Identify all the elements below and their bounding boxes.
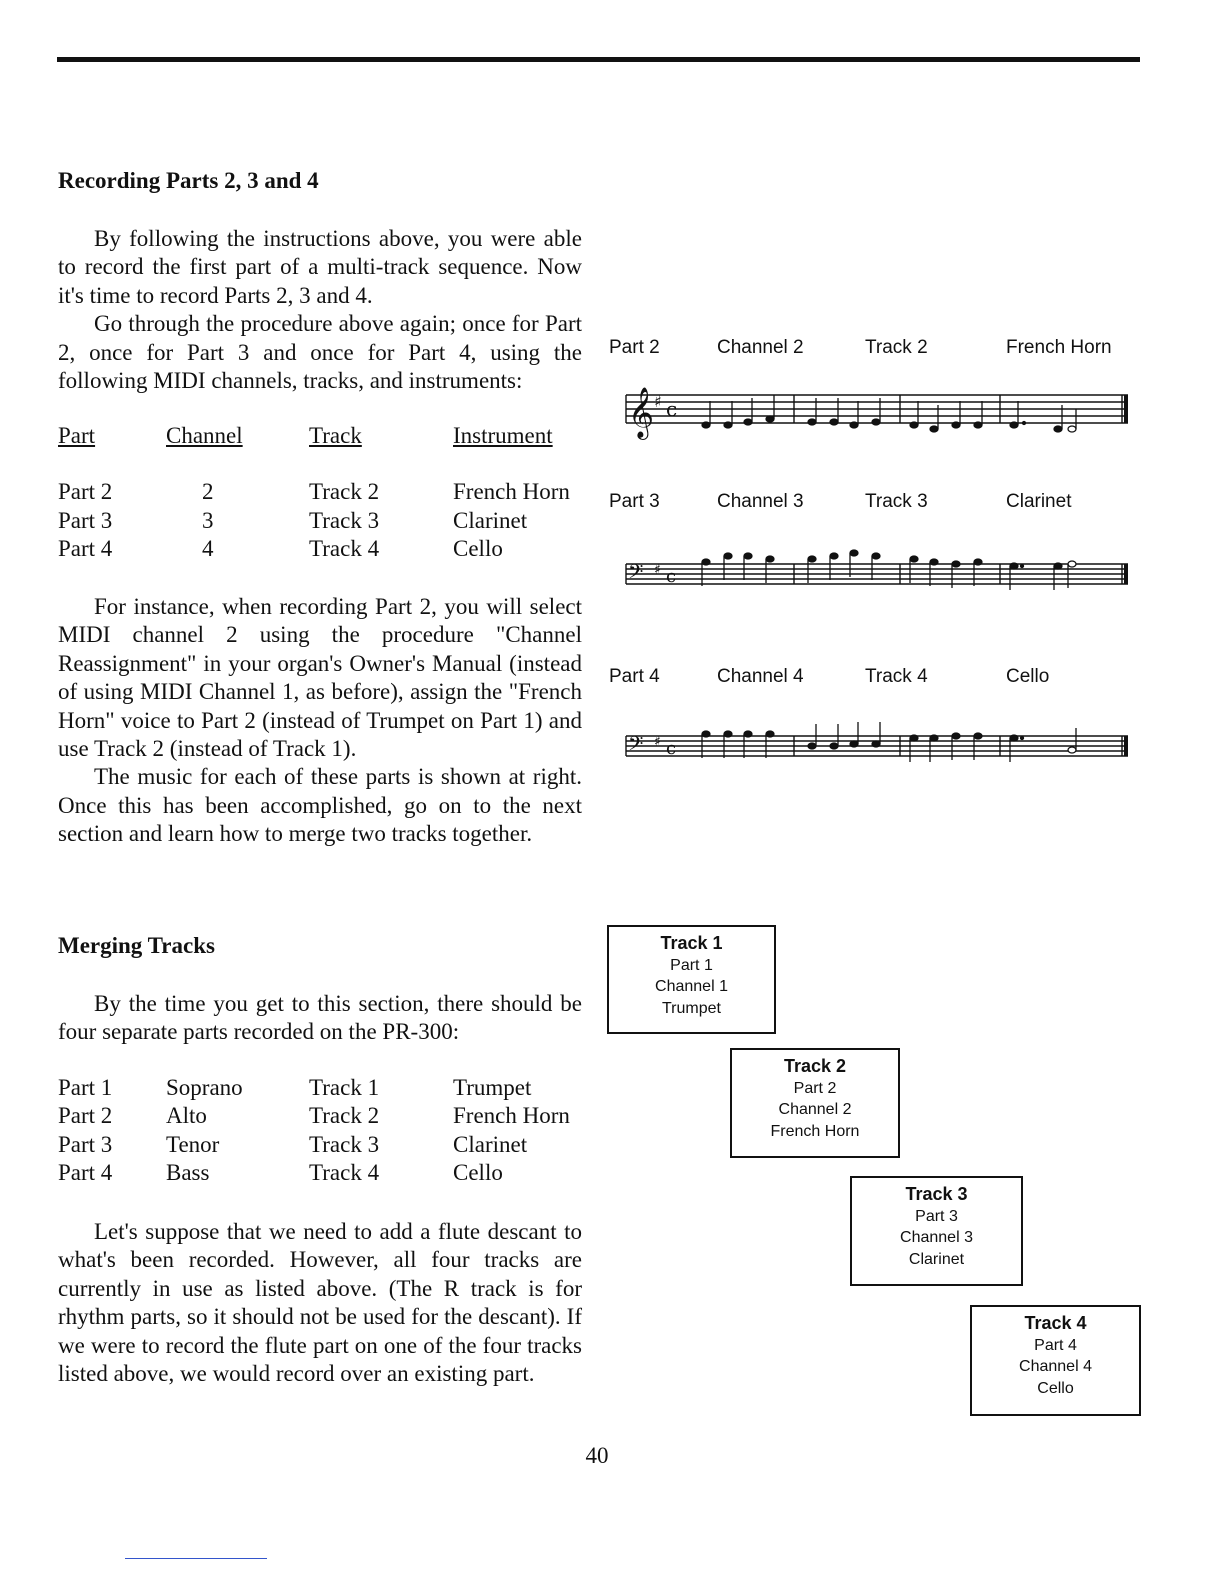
track-box-channel: Channel 3 [900,1229,973,1246]
table-cell: Tenor [166,1131,220,1157]
svg-text:𝄢: 𝄢 [628,732,644,760]
page-number: 40 [585,1443,609,1468]
body-text-2: The music for each of these parts is shown at right. Once this has been accomplished, go on to the next section and learn how to merge two tracks together. [58,764,582,847]
music-part-label: Part 2 [609,337,660,358]
table-cell: Part 4 [58,536,113,562]
table-header: Track [309,423,362,448]
table-cell: Part 3 [58,1131,113,1157]
staff-bass [622,542,1132,592]
table-cell: 4 [202,536,214,562]
table-header: Channel [166,423,243,448]
intro-paragraph [58,225,582,395]
heading-recording-parts: Recording Parts 2, 3 and 4 [58,168,319,193]
music-track-label: Track 4 [865,666,928,687]
track-box-channel: Channel 4 [1019,1358,1092,1375]
footer-line [125,1558,267,1559]
table-cell: French Horn [453,1103,570,1129]
svg-text:c: c [666,397,678,421]
intro-text-1: By following the instructions above, you were able to record the first part of a multi-track sequence. Now it's time to record Parts 2, 3 and 4. [58,226,582,308]
svg-text:♯: ♯ [654,392,662,411]
merging-body-paragraph [58,1218,582,1388]
track-box-channel: Channel 1 [655,978,728,995]
table-cell: Clarinet [453,1131,528,1157]
table-cell: Cello [453,536,503,562]
table-cell: Clarinet [453,507,528,533]
svg-text:♯: ♯ [654,562,661,578]
track-box-part: Part 1 [670,956,713,974]
staff-bass [622,718,1132,774]
svg-text:𝄢: 𝄢 [628,560,644,588]
table-cell: Part 4 [58,1160,113,1186]
table-cell: Soprano [166,1075,243,1100]
heading-merging-tracks: Merging Tracks [58,933,215,958]
track-box-instrument: Clarinet [908,1250,965,1268]
table-cell: Cello [453,1160,503,1186]
track-box-3 [850,1176,1023,1286]
table-cell: Track 3 [309,1131,380,1157]
table-cell: Part 1 [58,1075,113,1100]
table-header: Instrument [453,423,553,448]
music-channel-label: Channel 4 [717,666,804,687]
table-header: Part [58,423,96,448]
track-box-4 [970,1305,1141,1416]
body-text-1: For instance, when recording Part 2, you will select MIDI channel 2 using the procedure "Channel Reassignment" in your organ's Owner's Manual (instead of using MIDI Channel 1, as before), assign the "French Horn" voice to Part 2 (instead of Trumpet on Part 1) and use Track 2 (instead of Track 1). [58,594,582,762]
table-cell: 2 [202,479,214,505]
table-cell: Track 3 [309,507,380,533]
svg-text:c: c [666,566,677,587]
track-box-part: Part 2 [793,1079,837,1097]
table-cell: Part 2 [58,1103,113,1129]
table-cell: Trumpet [453,1075,532,1100]
music-channel-label: Channel 3 [717,491,804,512]
music-instrument-label: French Horn [1006,337,1112,358]
table-cell: 3 [202,507,214,533]
table-cell: Part 3 [58,507,113,533]
track-box-instrument: French Horn [770,1122,860,1140]
table-cell: Track 4 [309,1160,380,1186]
table-cell: Track 2 [309,1103,380,1129]
music-instrument-label: Cello [1006,666,1050,687]
track-box-part: Part 4 [1034,1336,1077,1354]
track-box-instrument: Trumpet [662,999,721,1017]
table-cell: Track 4 [309,536,380,562]
table-cell: French Horn [453,479,570,505]
staff-treble [622,385,1132,443]
merging-intro-text: By the time you get to this section, there should be four separate parts recorded on the PR-300: [58,991,582,1045]
top-rule [57,57,1140,62]
music-part-label: Part 3 [609,491,660,512]
intro-text-2: Go through the procedure above again; once for Part 2, once for Part 3 and once for Part 4, using the following MIDI channels, tracks, and instruments: [58,311,582,394]
svg-text:c: c [666,738,677,759]
track-box-part: Part 3 [915,1207,958,1225]
table-cell: Track 1 [309,1075,380,1100]
table-cell: Bass [166,1160,210,1186]
body-paragraph [58,593,582,849]
music-instrument-label: Clarinet [1006,491,1072,512]
track-box-2 [730,1048,900,1158]
music-channel-label: Channel 2 [717,337,804,358]
music-part-label: Part 4 [609,666,660,687]
music-track-label: Track 3 [865,491,928,512]
svg-text:𝄞: 𝄞 [628,387,655,438]
track-box-instrument: Cello [1037,1379,1074,1397]
table-cell: Track 2 [309,479,380,505]
music-track-label: Track 2 [865,337,928,358]
track-box-title: Track 1 [660,933,723,953]
merging-body-text: Let's suppose that we need to add a flute descant to what's been recorded. However, all four tracks are currently in use as listed above. (The R track is for rhythm parts, so it should not be used for the descant). If we were to record the flute part on one of the four tracks listed above, we would record over an existing part. [58,1219,582,1387]
track-box-title: Track 2 [783,1056,847,1076]
track-box-title: Track 3 [905,1184,968,1204]
track-box-1 [607,925,776,1034]
table-cell: Part 2 [58,479,113,505]
svg-text:♯: ♯ [654,734,661,750]
merging-intro-paragraph [58,990,582,1047]
track-box-title: Track 4 [1024,1313,1087,1333]
table-cell: Alto [166,1103,207,1129]
track-box-channel: Channel 2 [778,1101,852,1118]
